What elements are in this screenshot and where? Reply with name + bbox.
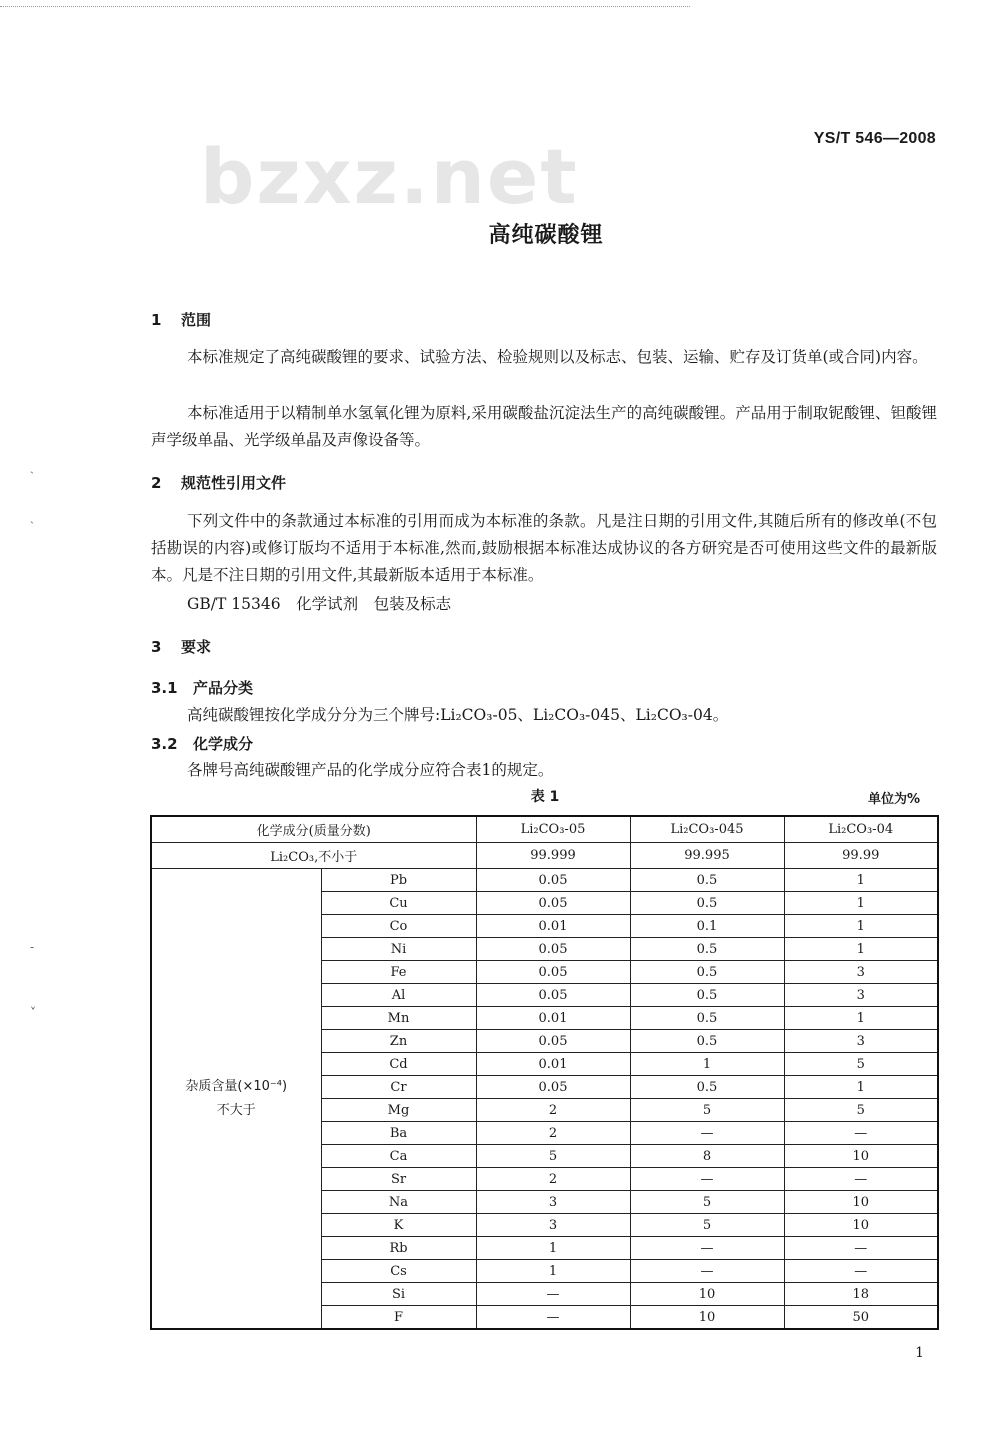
section-1-paragraph-2: 本标准适用于以精制单水氢氧化锂为原料,采用碳酸盐沉淀法生产的高纯碳酸锂。产品用于制取铌酸锂、钽酸锂声学级单晶、光学级单晶及声像设备等。 (151, 404, 937, 449)
element-cell: Na (321, 1191, 476, 1214)
value-cell: — (784, 1260, 938, 1283)
document-title: 高纯碳酸锂 (488, 223, 604, 248)
value-cell: 0.5 (630, 1076, 784, 1099)
element-cell: F (321, 1306, 476, 1330)
table-row (151, 843, 938, 869)
element-cell: Sr (321, 1168, 476, 1191)
value-cell: 0.05 (476, 1076, 630, 1099)
value-cell: — (476, 1283, 630, 1306)
table-cell: Li₂CO₃,不小于 (151, 843, 476, 869)
value-cell: 0.5 (630, 984, 784, 1007)
value-cell: 5 (784, 1053, 938, 1076)
value-cell: 0.05 (476, 1030, 630, 1053)
value-cell: 8 (630, 1145, 784, 1168)
value-cell: 0.05 (476, 984, 630, 1007)
element-cell: Cr (321, 1076, 476, 1099)
value-cell: 2 (476, 1122, 630, 1145)
standard-code: YS/T 546—2008 (813, 130, 936, 147)
element-cell: Cd (321, 1053, 476, 1076)
value-cell: 2 (476, 1099, 630, 1122)
table-header-cell: 化学成分(质量分数) (151, 816, 476, 843)
value-cell: 3 (784, 961, 938, 984)
value-cell: 3 (784, 1030, 938, 1053)
impurity-label-cell (151, 869, 321, 1330)
value-cell: — (784, 1237, 938, 1260)
value-cell: 10 (784, 1191, 938, 1214)
section-3-1-paragraph: 高纯碳酸锂按化学成分分为三个牌号:Li₂CO₃-05、Li₂CO₃-045、Li₂CO₃-04。 (187, 706, 729, 724)
table-header-cell: Li₂CO₃-05 (476, 816, 630, 843)
chemical-composition-table (150, 815, 939, 1330)
table-caption: 表 1 (530, 789, 560, 805)
section-title: 要求 (181, 638, 212, 656)
element-cell: Ni (321, 938, 476, 961)
element-cell: Ba (321, 1122, 476, 1145)
section-title: 规范性引用文件 (181, 474, 287, 492)
value-cell: 0.5 (630, 892, 784, 915)
section-2-paragraph-1: 下列文件中的条款通过本标准的引用而成为本标准的条款。凡是注日期的引用文件,其随后所有的修改单(不包括勘误的内容)或修订版均不适用于本标准,然而,鼓励根据本标准达成协议的各方研究是否可使用这些文件的最新版本。凡是不注日期的引用文件,其最新版本适用于本标准。 (151, 512, 937, 584)
value-cell: 3 (784, 984, 938, 1007)
element-cell: Mn (321, 1007, 476, 1030)
value-cell: 5 (630, 1214, 784, 1237)
element-cell: K (321, 1214, 476, 1237)
value-cell: 5 (784, 1099, 938, 1122)
element-cell: Pb (321, 869, 476, 892)
value-cell: 10 (784, 1145, 938, 1168)
value-cell: 10 (784, 1214, 938, 1237)
value-cell: 0.1 (630, 915, 784, 938)
section-3-1-heading (151, 677, 253, 698)
value-cell: 5 (630, 1191, 784, 1214)
value-cell: 2 (476, 1168, 630, 1191)
value-cell: 3 (476, 1191, 630, 1214)
value-cell: 0.01 (476, 915, 630, 938)
element-cell: Rb (321, 1237, 476, 1260)
element-cell: Fe (321, 961, 476, 984)
section-title: 产品分类 (193, 679, 254, 697)
value-cell: 10 (630, 1306, 784, 1330)
element-cell: Co (321, 915, 476, 938)
element-cell: Zn (321, 1030, 476, 1053)
table-header-cell: Li₂CO₃-045 (630, 816, 784, 843)
section-3-2-paragraph: 各牌号高纯碳酸锂产品的化学成分应符合表1的规定。 (187, 761, 554, 779)
value-cell: 0.5 (630, 1030, 784, 1053)
value-cell: 10 (630, 1283, 784, 1306)
value-cell: 0.01 (476, 1007, 630, 1030)
watermark: bzxz.net (200, 132, 579, 221)
element-cell: Si (321, 1283, 476, 1306)
value-cell: 0.5 (630, 938, 784, 961)
value-cell: 0.01 (476, 1053, 630, 1076)
value-cell: 0.05 (476, 961, 630, 984)
section-number: 3.1 (151, 679, 178, 697)
section-title: 化学成分 (193, 735, 254, 753)
element-cell: Mg (321, 1099, 476, 1122)
section-1-paragraph-1: 本标准规定了高纯碳酸锂的要求、试验方法、检验规则以及标志、包装、运输、贮存及订货单(或合同)内容。 (187, 348, 928, 366)
table-cell: 99.995 (630, 843, 784, 869)
value-cell: 18 (784, 1283, 938, 1306)
value-cell: 0.05 (476, 938, 630, 961)
value-cell: 3 (476, 1214, 630, 1237)
normative-reference: GB/T 15346 化学试剂 包装及标志 (187, 595, 452, 613)
value-cell: — (630, 1122, 784, 1145)
table-header-cell: Li₂CO₃-04 (784, 816, 938, 843)
value-cell: 1 (630, 1053, 784, 1076)
scan-mark: ˬ (30, 995, 36, 1009)
value-cell: — (784, 1168, 938, 1191)
value-cell: 0.05 (476, 892, 630, 915)
value-cell: — (630, 1168, 784, 1191)
value-cell: 1 (784, 892, 938, 915)
impurity-label: 杂质含量(×10⁻⁴) (185, 1078, 288, 1094)
element-cell: Al (321, 984, 476, 1007)
value-cell: — (476, 1306, 630, 1330)
impurity-qualifier: 不大于 (216, 1102, 256, 1118)
value-cell: — (630, 1237, 784, 1260)
section-3-heading (151, 636, 211, 657)
element-cell: Cs (321, 1260, 476, 1283)
value-cell: 0.5 (630, 1007, 784, 1030)
section-3-2-heading (151, 733, 253, 754)
scan-mark: ˎ (30, 460, 34, 474)
value-cell: — (630, 1260, 784, 1283)
scan-mark: - (30, 940, 35, 954)
element-cell: Ca (321, 1145, 476, 1168)
value-cell: 1 (784, 1007, 938, 1030)
value-cell: 5 (476, 1145, 630, 1168)
value-cell: 1 (784, 938, 938, 961)
table-cell: 99.999 (476, 843, 630, 869)
table-unit: 单位为% (867, 792, 920, 807)
page-number: 1 (915, 1345, 924, 1361)
section-1-heading (151, 309, 211, 330)
value-cell: 0.05 (476, 869, 630, 892)
value-cell: 5 (630, 1099, 784, 1122)
section-number: 3.2 (151, 735, 178, 753)
table-cell: 99.99 (784, 843, 938, 869)
value-cell: 1 (476, 1237, 630, 1260)
value-cell: 0.5 (630, 961, 784, 984)
value-cell: 1 (784, 915, 938, 938)
value-cell: 0.5 (630, 869, 784, 892)
top-scan-line (0, 0, 690, 7)
value-cell: 1 (476, 1260, 630, 1283)
section-2-heading (151, 472, 286, 493)
section-number: 1 (151, 311, 162, 329)
value-cell: — (784, 1122, 938, 1145)
section-number: 3 (151, 638, 162, 656)
scan-mark: ˏ (30, 510, 34, 524)
table-row (151, 869, 938, 892)
section-title: 范围 (181, 311, 212, 329)
table-header-row (151, 816, 938, 843)
element-cell: Cu (321, 892, 476, 915)
value-cell: 1 (784, 869, 938, 892)
value-cell: 50 (784, 1306, 938, 1330)
value-cell: 1 (784, 1076, 938, 1099)
section-number: 2 (151, 474, 162, 492)
